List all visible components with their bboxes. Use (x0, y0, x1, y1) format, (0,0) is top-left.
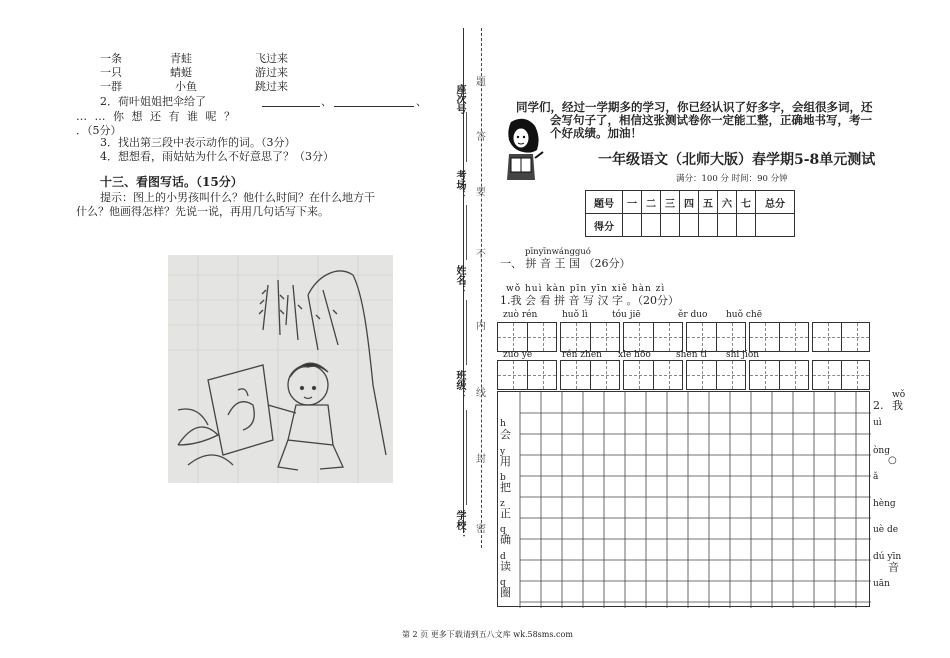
question-4-text: 4．想想看，雨姑姑为什么不好意思了？（3分） (100, 150, 334, 163)
seal-char-8: 密 (476, 524, 486, 535)
question-2-score: ．（5分） (76, 124, 122, 137)
label-seat-number: 座次号 (454, 84, 465, 114)
seal-char-1: 题 (476, 77, 486, 88)
grid-letter-7: q (500, 578, 506, 588)
row2-pinyin-5: shi jion (726, 350, 760, 360)
option-measure-3: 一群 (100, 80, 122, 93)
score-header-label: 题号 (586, 191, 623, 214)
writing-grid[interactable] (686, 360, 746, 390)
score-cell[interactable] (699, 214, 718, 237)
grid-letter-1: h (500, 419, 506, 429)
option-action-2: 游过来 (255, 66, 288, 79)
fragment-heng: hèng (873, 499, 896, 509)
grid-char-5: 确 (500, 533, 511, 546)
writing-grid[interactable] (623, 322, 683, 352)
option-measure-1: 一条 (100, 52, 122, 65)
question-2-number: 2. (873, 399, 884, 412)
writing-grid[interactable] (749, 322, 809, 352)
score-header-total: 总分 (756, 191, 795, 214)
writing-grid[interactable] (497, 322, 557, 352)
row1-pinyin-5: huǒ chē (726, 310, 763, 320)
grid-letter-4: z (500, 499, 505, 509)
grid-letter-2: y (500, 447, 506, 457)
grid-char-7: 圈 (500, 586, 511, 599)
option-action-3: 跳过来 (255, 80, 288, 93)
seal-char-7: 封 (476, 454, 486, 465)
blank-school[interactable] (466, 410, 467, 505)
writing-grid[interactable] (623, 360, 683, 390)
seal-char-2: 答 (476, 132, 486, 143)
score-header-row (586, 191, 795, 214)
score-cell[interactable] (642, 214, 661, 237)
row2-pinyin-4: shen ti (676, 350, 707, 360)
option-animal-1: 青蛙 (170, 52, 192, 65)
question-2-text: 2．荷叶姐姐把伞给了 (100, 95, 206, 108)
intro-line-3: 个好成绩。加油！ (550, 126, 642, 140)
writing-grid[interactable] (812, 322, 870, 352)
option-animal-3: 小鱼 (175, 80, 197, 93)
girl-reading-mascot (497, 118, 545, 188)
score-header-col: 三 (661, 191, 680, 214)
fragment-ue-de: uè de (873, 525, 899, 535)
intro-line-2: 会写句子了，相信这张测试卷你一定能工整，正确地书写，考一 (550, 113, 872, 127)
question-2-text: 我 (892, 399, 903, 412)
option-animal-2: 蜻蜓 (170, 66, 192, 79)
row1-pinyin-3: tóu jiē (612, 310, 641, 320)
grid-char-2: 用 (500, 455, 511, 468)
seal-char-6: 线 (476, 388, 486, 399)
blank-name[interactable] (466, 205, 467, 260)
binding-line-dashed (481, 28, 482, 548)
grid-char-6: 读 (500, 560, 511, 573)
answer-blank-1[interactable] (262, 96, 320, 107)
label-school: 学校： (454, 510, 465, 540)
question-2-continuation: … … 你 想 还 有 谁 呢 ？ (76, 110, 237, 123)
page-footer: 第 2 页 更多下载请到五八文库 wk.58sms.com (402, 630, 573, 639)
question-1-pinyin: wǒ huì kàn pīn yīn xiě hàn zì (506, 284, 666, 294)
score-header-col: 五 (699, 191, 718, 214)
writing-grid[interactable] (560, 360, 620, 390)
writing-grid[interactable] (749, 360, 809, 390)
score-row-label: 得分 (586, 214, 623, 237)
question-3-text: 3．找出第三段中表示动作的词。（3分） (100, 136, 296, 149)
prompt-line-1: 提示：图上的小男孩叫什么？他什么时间？在什么地方干 (100, 191, 375, 204)
grid-char-1: 会 (500, 428, 511, 441)
writing-grid[interactable] (497, 360, 557, 390)
exam-meta: 满分：100 分 时间：90 分钟 (676, 174, 788, 184)
label-class: 班级： (454, 370, 465, 400)
grid-letter-3: b (500, 473, 506, 483)
row1-pinyin-4: ěr duo (678, 310, 708, 320)
score-value-row (586, 214, 795, 237)
score-table (585, 190, 795, 237)
fragment-uan: uān (873, 579, 890, 589)
row1-pinyin-2: huǒ lì (562, 310, 588, 320)
fragment-ui: uì (873, 418, 882, 428)
section-13-title: 十三、看图写话。（15分） (100, 175, 243, 189)
q2-pinyin: wǒ (892, 390, 906, 400)
score-header-col: 七 (737, 191, 756, 214)
grid-letter-5: q (500, 525, 506, 535)
row2-pinyin-1: zuo ye (503, 350, 533, 360)
score-header-col: 六 (718, 191, 737, 214)
option-action-1: 飞过来 (255, 52, 288, 65)
score-cell[interactable] (718, 214, 737, 237)
score-cell[interactable] (756, 214, 795, 237)
row1-pinyin-1: zuò rén (503, 310, 538, 320)
score-header-col: 四 (680, 191, 699, 214)
seal-char-4: 不 (476, 249, 486, 260)
row2-pinyin-2: rén zhen (562, 350, 602, 360)
illustration-svg (168, 255, 393, 483)
grid-char-4: 正 (500, 507, 511, 520)
seal-char-5: 内 (476, 321, 486, 332)
boy-drawing-illustration (168, 255, 393, 483)
fragment-du-yin: dú yīn (873, 552, 902, 562)
intro-line-1: 同学们，经过一学期多的学习，你已经认识了好多字，会组很多词，还 (516, 100, 873, 114)
score-header-col: 二 (642, 191, 661, 214)
circle-icon: ○ (888, 455, 897, 466)
prompt-line-2: 什么？他画得怎样？先说一说，再用几句话写下来。 (76, 205, 329, 218)
exam-title: 一年级语文（北师大版）春学期5-8单元测试 (598, 152, 876, 168)
fragment-yin-char: 音 (888, 561, 899, 574)
score-cell[interactable] (680, 214, 699, 237)
fragment-a: ǎ (873, 472, 879, 482)
writing-grid[interactable] (560, 322, 620, 352)
label-name: 姓名： (454, 265, 465, 295)
blank-exam-room[interactable] (466, 112, 467, 162)
fragment-ong: òng (873, 446, 890, 456)
blank-class[interactable] (466, 300, 467, 365)
seal-char-3: 要 (476, 187, 486, 198)
section-1-title: 一、 拼 音 王 国 （26分） (500, 257, 631, 270)
comma-2: 、 (416, 95, 427, 108)
writing-grid[interactable] (686, 322, 746, 352)
large-grid-lines (498, 392, 871, 608)
writing-grid[interactable] (812, 360, 870, 390)
score-cell[interactable] (661, 214, 680, 237)
grid-char-3: 把 (500, 481, 511, 494)
score-cell[interactable] (737, 214, 756, 237)
question-1-text: 1.我 会 看 拼 音 写 汉 字 。（20分） (500, 294, 679, 307)
section-1-pinyin: pīnyīnwángguó (525, 247, 591, 257)
label-exam-room: 考场： (454, 170, 465, 200)
option-measure-2: 一只 (100, 66, 122, 79)
comma-1: 、 (321, 95, 332, 108)
answer-blank-2[interactable] (334, 96, 414, 107)
large-writing-grid[interactable] (497, 391, 870, 607)
mascot-svg (497, 118, 545, 188)
row2-pinyin-3: xie hōo (618, 350, 651, 360)
score-cell[interactable] (623, 214, 642, 237)
grid-letter-6: d (500, 552, 506, 562)
score-header-col: 一 (623, 191, 642, 214)
